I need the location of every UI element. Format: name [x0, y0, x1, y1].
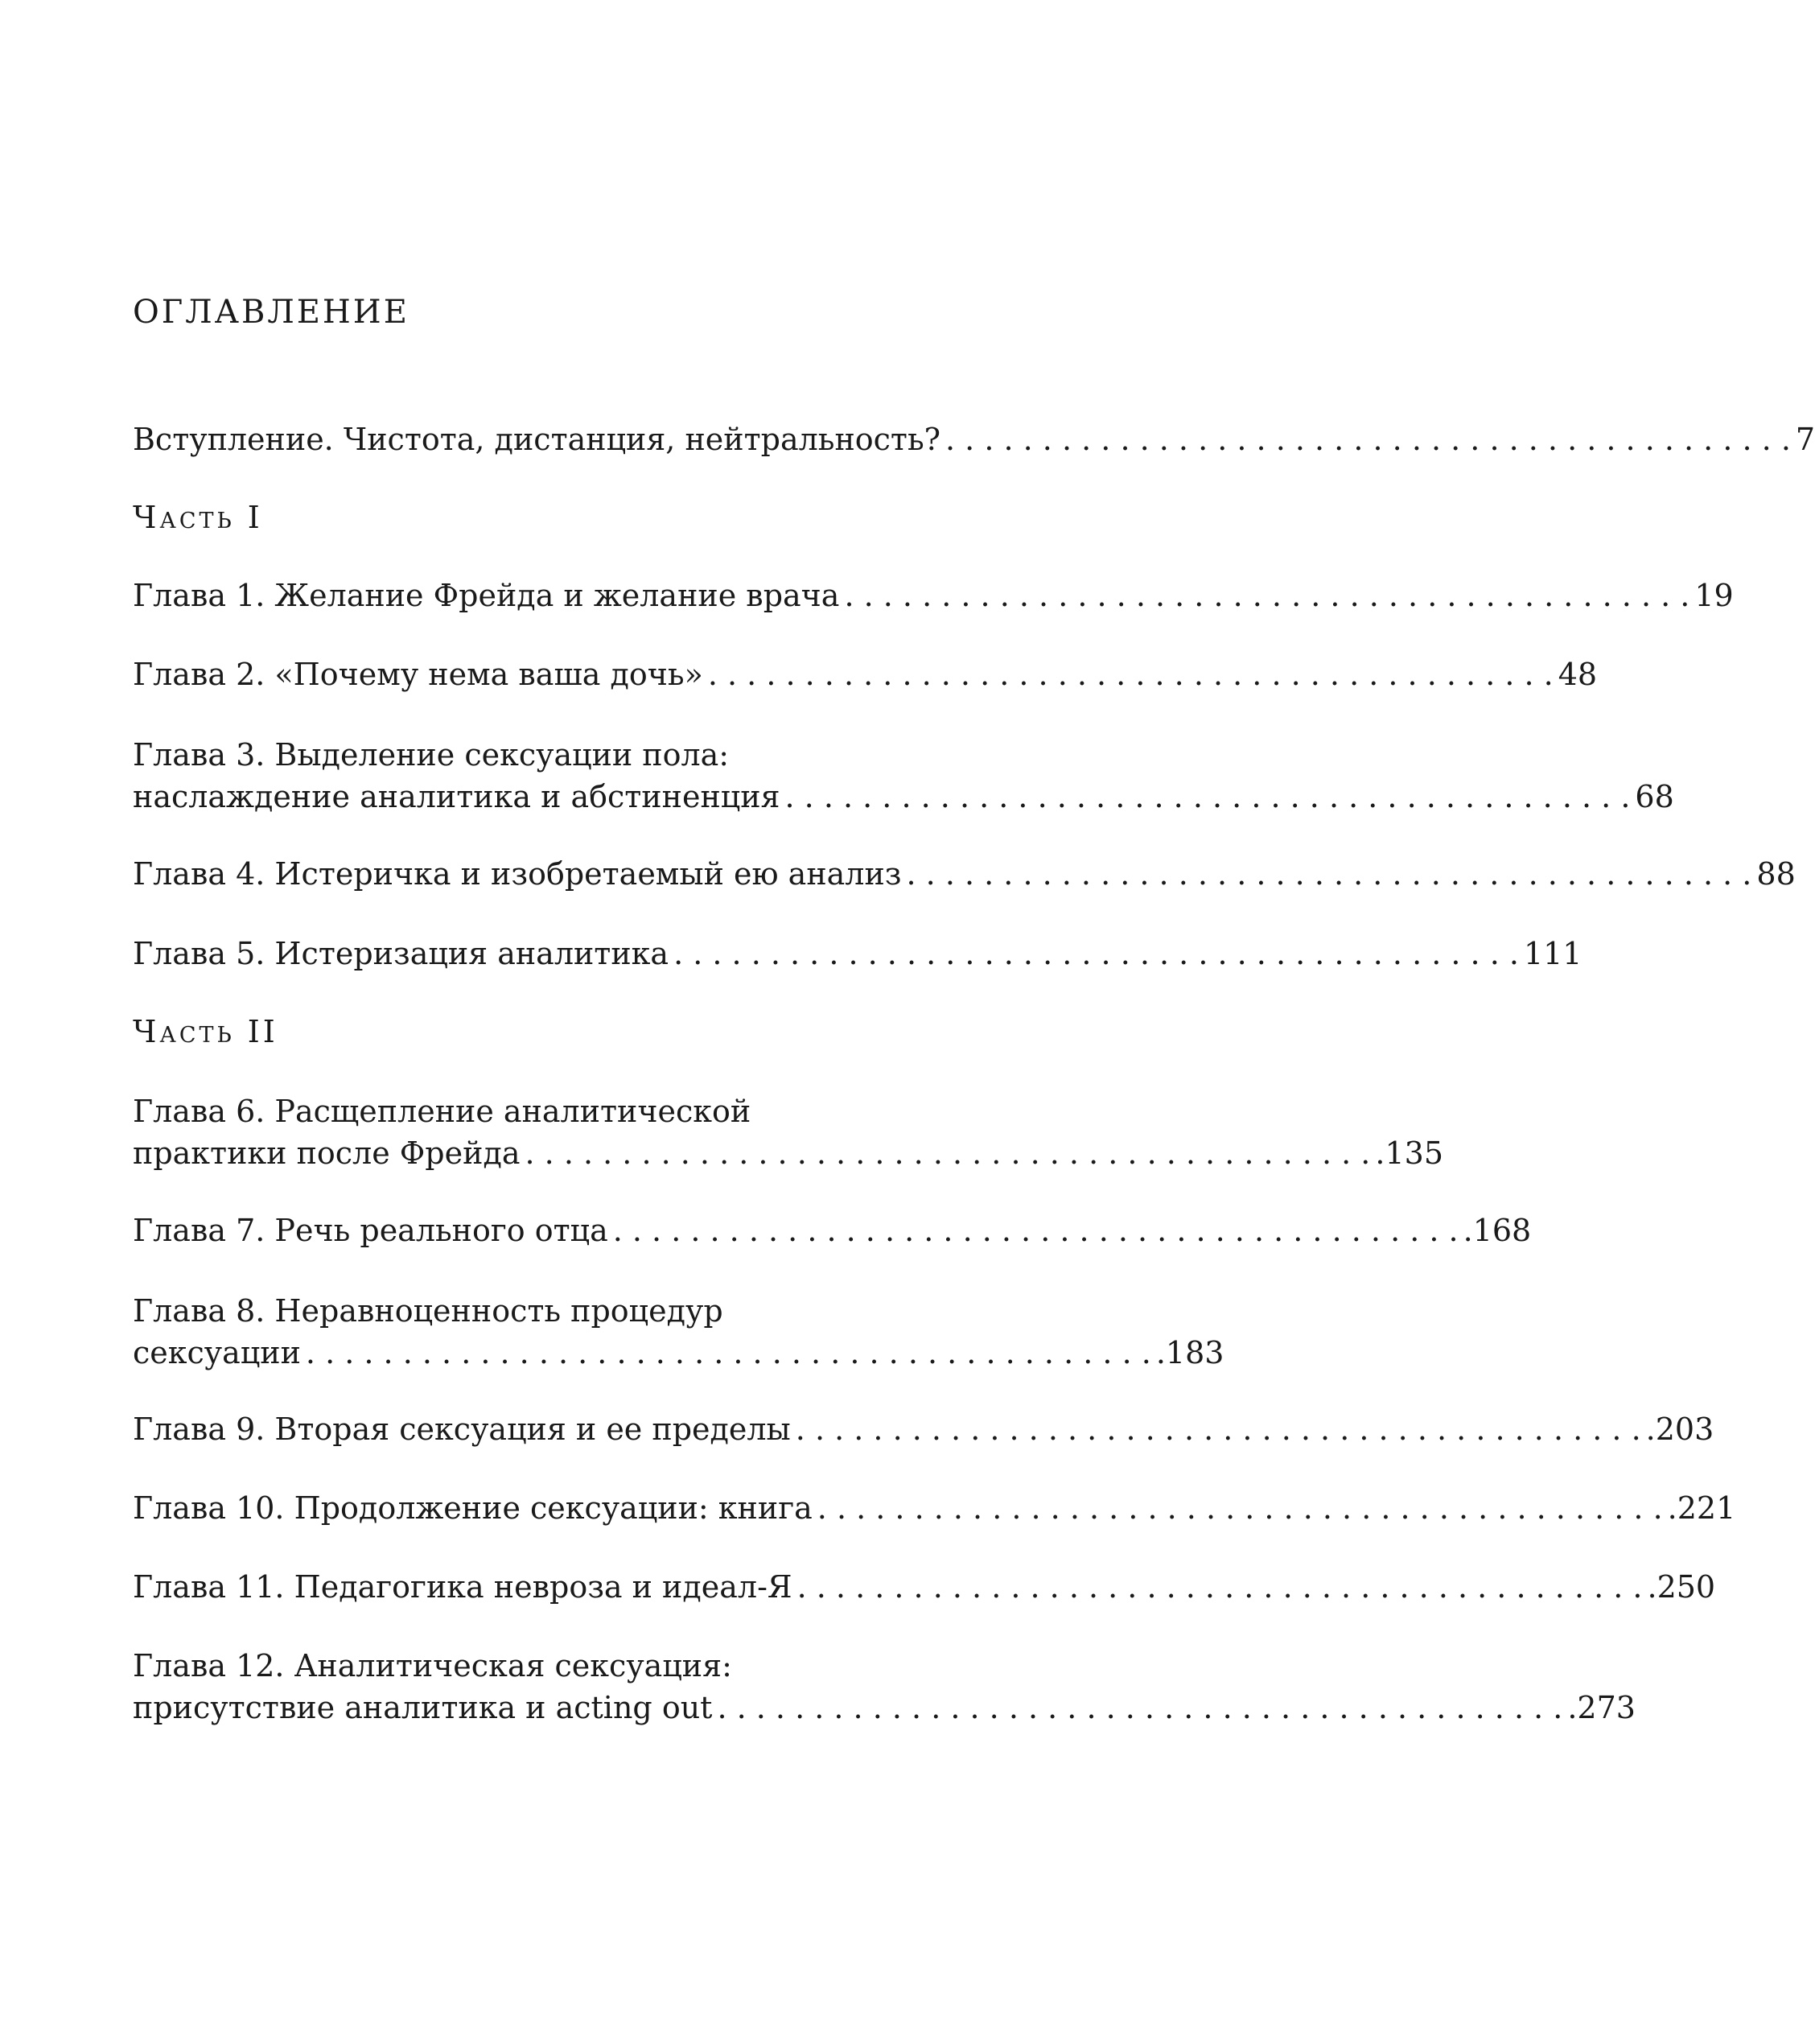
entry-page: .250: [1647, 1569, 1716, 1605]
entry-title: наслаждение аналитика и абстиненция: [133, 779, 780, 814]
entry-title: присутствие аналитика и acting out: [133, 1690, 713, 1725]
dot-leader: . . . . . . . . . . . . . . . . . . . . . . . . . . . . . . . . . . . . . . . . . . . .: [795, 1411, 1641, 1447]
entry-title: Глава 9. Вторая сексуация и ее пределы: [133, 1411, 791, 1447]
dot-leader: . . . . . . . . . . . . . . . . . . . . . . . . . . . . . . . . . . . . . . . . . . . .: [906, 856, 1752, 892]
entry-page: .221: [1667, 1490, 1736, 1526]
entry-title-line-1: Глава 12. Аналитическая сексуация:: [133, 1648, 732, 1683]
dot-leader: . . . . . . . . . . . . . . . . . . . . . . . . . . . . . . . . . . . . . . . . . . . .: [844, 578, 1690, 613]
toc-entry-chapter-11[interactable]: [133, 1566, 1716, 1608]
toc-entry-chapter-2[interactable]: [133, 653, 1598, 695]
dot-leader: . . . . . . . . . . . . . . . . . . . . . . . . . . . . . . . . . . . . . . . . . . . .: [305, 1335, 1151, 1370]
table-of-contents: [133, 0, 1815, 2044]
dot-leader: . . . . . . . . . . . . . . . . . . . . . . . . . . . . . . . . . . . . . . . . . . . .: [707, 657, 1554, 692]
toc-entry-intro[interactable]: [133, 418, 1815, 460]
entry-page: 48: [1558, 657, 1598, 692]
entry-page: .135: [1375, 1135, 1443, 1171]
dot-leader: . . . . . . . . . . . . . . . . . . . . . . . . . . . . . . . . . . . . . . . . . . . .: [612, 1213, 1459, 1248]
entry-title: Глава 10. Продолжение сексуации: книга: [133, 1490, 813, 1526]
entry-title: сексуации: [133, 1335, 301, 1370]
entry-page: .168: [1463, 1213, 1532, 1248]
toc-entry-chapter-9[interactable]: [133, 1408, 1714, 1450]
entry-title-line-1: Глава 8. Неравноценность процедур: [133, 1293, 723, 1329]
entry-page: .203: [1645, 1411, 1714, 1447]
entry-title: Глава 1. Желание Фрейда и желание врача: [133, 578, 840, 613]
entry-page: 111: [1523, 936, 1582, 971]
dot-leader: . . . . . . . . . . . . . . . . . . . . . . . . . . . . . . . . . . . . . . . . . . . .: [717, 1690, 1563, 1725]
entry-title-line-1: Глава 6. Расщепление аналитической: [133, 1094, 751, 1129]
entry-title: Вступление. Чистота, дистанция, нейтральность?: [133, 422, 941, 457]
toc-entry-chapter-7[interactable]: [133, 1210, 1532, 1251]
entry-title: Глава 4. Истеричка и изобретаемый ею анализ: [133, 856, 902, 892]
toc-entry-chapter-6[interactable]: [133, 1090, 1443, 1174]
entry-page: 88: [1756, 856, 1796, 892]
entry-page: .273: [1567, 1690, 1636, 1725]
entry-page: 7: [1795, 422, 1815, 457]
toc-entry-chapter-12[interactable]: [133, 1645, 1636, 1729]
entry-page: .183: [1155, 1335, 1224, 1370]
dot-leader: . . . . . . . . . . . . . . . . . . . . . . . . . . . . . . . . . . . . . . . . . . . .: [817, 1490, 1663, 1526]
dot-leader: . . . . . . . . . . . . . . . . . . . . . . . . . . . . . . . . . . . . . . . . . . . .: [796, 1569, 1643, 1605]
toc-heading: ОГЛАВЛЕНИЕ: [133, 294, 410, 331]
entry-title: Глава 2. «Почему нема ваша дочь»: [133, 657, 703, 692]
dot-leader: . . . . . . . . . . . . . . . . . . . . . . . . . . . . . . . . . . . . . . . . . . . .: [945, 422, 1791, 457]
toc-entry-chapter-10[interactable]: [133, 1487, 1736, 1529]
dot-leader: . . . . . . . . . . . . . . . . . . . . . . . . . . . . . . . . . . . . . . . . . . . .: [784, 779, 1631, 814]
part-heading-1: Часть I: [133, 500, 263, 535]
entry-title: Глава 5. Истеризация аналитика: [133, 936, 669, 971]
toc-entry-chapter-4[interactable]: [133, 853, 1796, 895]
entry-title: практики после Фрейда: [133, 1135, 521, 1171]
dot-leader: . . . . . . . . . . . . . . . . . . . . . . . . . . . . . . . . . . . . . . . . . . . .: [673, 936, 1519, 971]
toc-entry-chapter-8[interactable]: [133, 1290, 1224, 1374]
entry-page: 68: [1635, 779, 1674, 814]
part-heading-2: Часть II: [133, 1014, 278, 1049]
toc-entry-chapter-5[interactable]: [133, 933, 1582, 975]
toc-entry-chapter-1[interactable]: [133, 575, 1734, 616]
entry-page: 19: [1694, 578, 1734, 613]
dot-leader: . . . . . . . . . . . . . . . . . . . . . . . . . . . . . . . . . . . . . . . . . . . .: [525, 1135, 1371, 1171]
toc-entry-chapter-3[interactable]: [133, 734, 1674, 818]
entry-title: Глава 11. Педагогика невроза и идеал-Я: [133, 1569, 792, 1605]
entry-title-line-1: Глава 3. Выделение сексуации пола:: [133, 737, 730, 773]
entry-title: Глава 7. Речь реального отца: [133, 1213, 608, 1248]
